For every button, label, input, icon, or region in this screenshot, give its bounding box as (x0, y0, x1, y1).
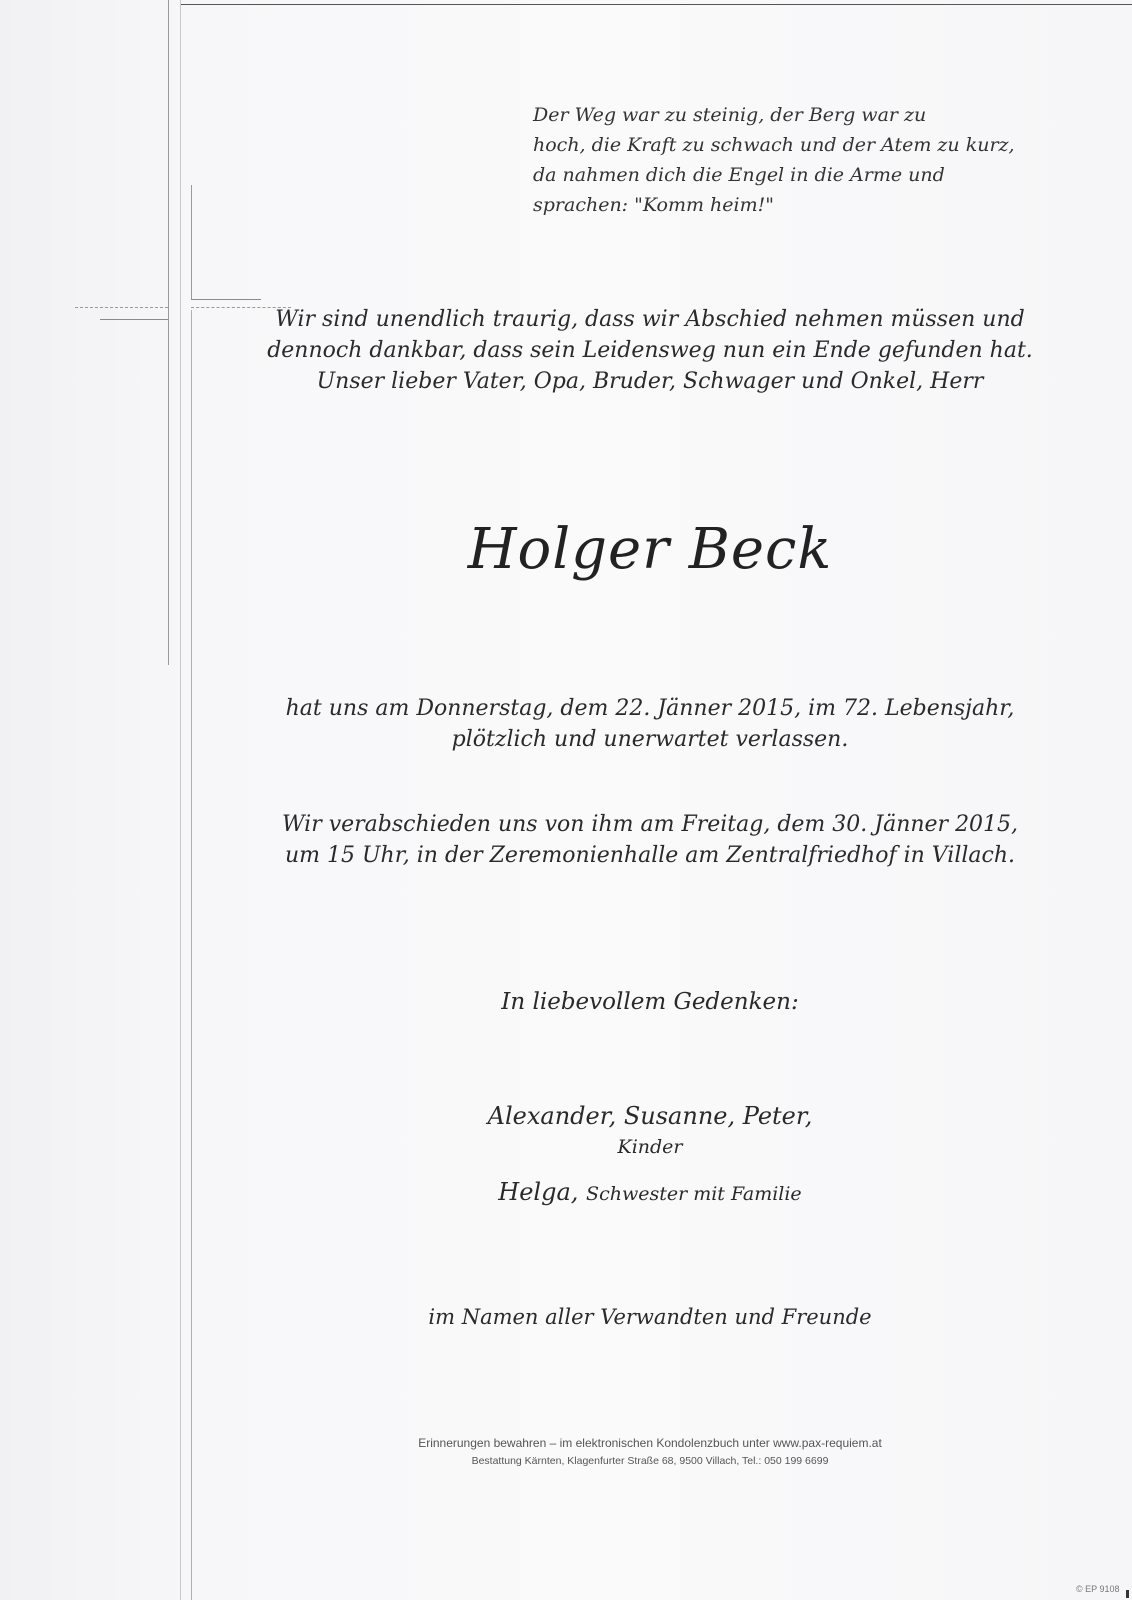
death-notice (200, 693, 1100, 755)
relatives-line: im Namen aller Verwandten und Freunde (428, 1305, 872, 1329)
cross-line (75, 307, 168, 308)
cross-line (191, 185, 192, 300)
poem-line: da nahmen dich die Engel in die Arme und (533, 164, 945, 186)
corner-mark (1126, 1590, 1129, 1598)
intro-text (200, 304, 1100, 397)
print-code: © EP 9108 (1076, 1584, 1120, 1594)
death-line: hat uns am Donnerstag, dem 22. Jänner 2015, im 72. Lebensjahr, (285, 696, 1015, 721)
cross-line (100, 319, 168, 320)
cross-line (191, 299, 261, 300)
funeral-notice (200, 809, 1100, 871)
deceased-name: Holger Beck (467, 517, 833, 582)
sister-label: Schwester mit Familie (586, 1183, 802, 1205)
intro-line: Unser lieber Vater, Opa, Bruder, Schwager und Onkel, Herr (316, 369, 984, 394)
sister-line (200, 1176, 1100, 1210)
funeral-line: um 15 Uhr, in der Zeremonienhalle am Zentralfriedhof in Villach. (284, 843, 1016, 868)
death-line: plötzlich und unerwartet verlassen. (451, 727, 849, 752)
footer-condolence: Erinnerungen bewahren – im elektronischen Kondolenzbuch unter www.pax-requiem.at (418, 1436, 882, 1450)
poem (533, 100, 1015, 220)
footer-address: Bestattung Kärnten, Klagenfurter Straße 68, 9500 Villach, Tel.: 050 199 6699 (471, 1455, 829, 1467)
poem-line: sprachen: "Komm heim!" (533, 194, 775, 216)
sister-name: Helga, (498, 1178, 579, 1206)
cross-line (168, 0, 169, 665)
funeral-line: Wir verabschieden uns von ihm am Freitag, dem 30. Jänner 2015, (281, 812, 1019, 837)
children-names: Alexander, Susanne, Peter, (487, 1102, 813, 1130)
top-border-line (180, 4, 1132, 5)
intro-line: dennoch dankbar, dass sein Leidensweg nun ein Ende gefunden hat. (267, 338, 1033, 363)
cross-line (180, 0, 181, 1600)
poem-line: Der Weg war zu steinig, der Berg war zu (533, 104, 927, 126)
poem-line: hoch, die Kraft zu schwach und der Atem zu kurz, (533, 134, 1015, 156)
remembrance-heading: In liebevollem Gedenken: (501, 989, 799, 1015)
children-label: Kinder (617, 1136, 683, 1158)
cross-line (191, 310, 192, 1600)
intro-line: Wir sind unendlich traurig, dass wir Abschied nehmen müssen und (275, 307, 1025, 332)
